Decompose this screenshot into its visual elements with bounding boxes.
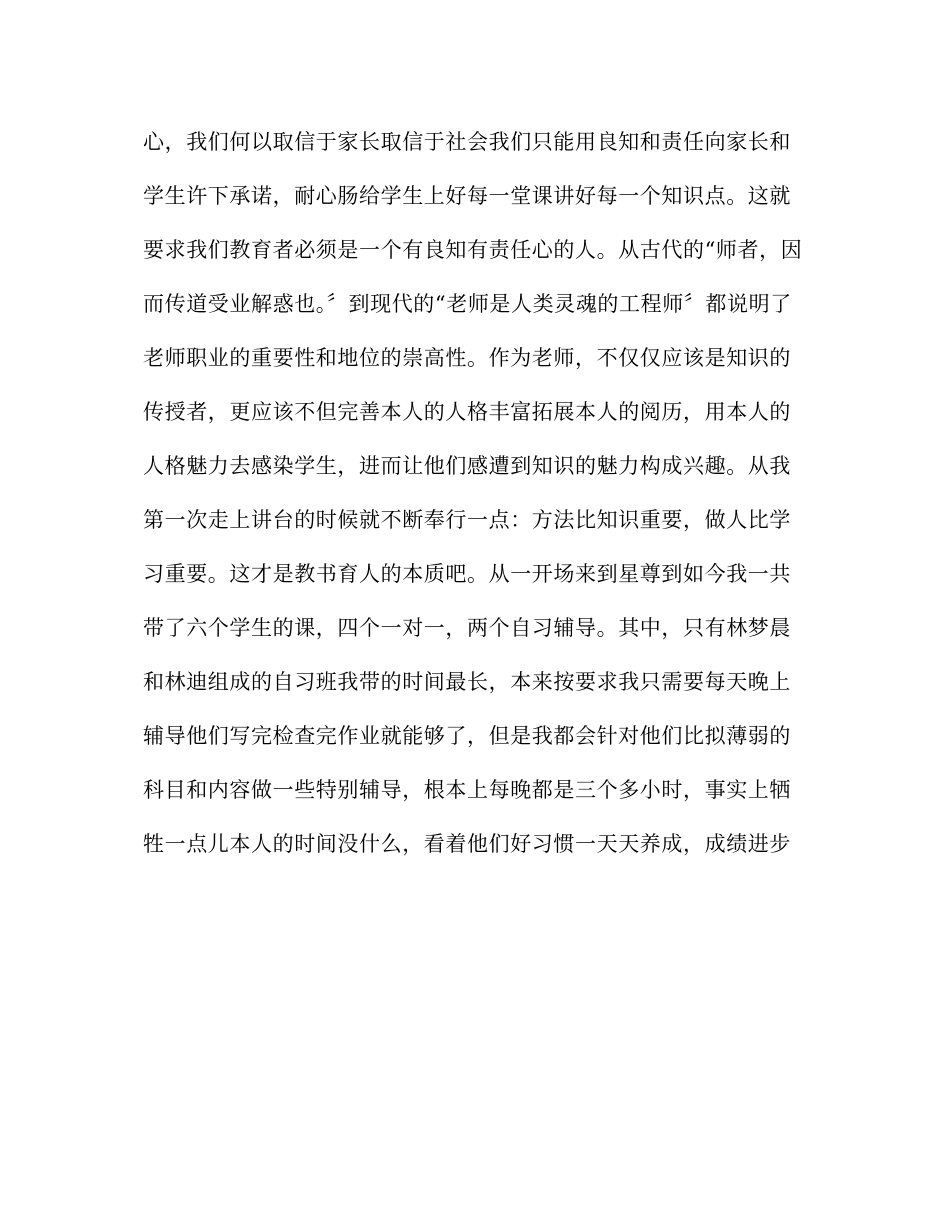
text-line: 人格魅力去感染学生，进而让他们感遭到知识的魅力构成兴趣。从我 (143, 454, 791, 478)
text-line: 牲一点儿本人的时间没什么，看着他们好习惯一天天养成，成绩进步 (143, 832, 791, 856)
text-line: 老师职业的重要性和地位的崇高性。作为老师，不仅仅应该是知识的 (143, 346, 791, 370)
text-line: 第一次走上讲台的时候就不断奉行一点：方法比知识重要，做人比学 (143, 508, 791, 532)
text-line: 学生许下承诺，耐心肠给学生上好每一堂课讲好每一个知识点。这就 (143, 184, 791, 208)
text-line: 习重要。这才是教书育人的本质吧。从一开场来到星尊到如今我一共 (143, 562, 791, 586)
text-line: 心，我们何以取信于家长取信于社会我们只能用良知和责任向家长和 (143, 130, 791, 154)
text-line: 带了六个学生的课，四个一对一，两个自习辅导。其中，只有林梦晨 (143, 616, 791, 640)
body-text (143, 122, 813, 878)
text-line: 传授者，更应该不但完善本人的人格丰富拓展本人的阅历，用本人的 (143, 400, 791, 424)
text-line: 科目和内容做一些特别辅导，根本上每晚都是三个多小时，事实上牺 (143, 778, 791, 802)
text-line: 要求我们教育者必须是一个有良知有责任心的人。从古代的“师者，因 (143, 238, 803, 262)
text-line: 而传道受业解惑也。〞到现代的“老师是人类灵魂的工程师〞都说明了 (143, 292, 792, 316)
text-line: 和林迪组成的自习班我带的时间最长，本来按要求我只需要每天晚上 (143, 670, 791, 694)
text-line: 辅导他们写完检查完作业就能够了，但是我都会针对他们比拟薄弱的 (143, 724, 791, 748)
